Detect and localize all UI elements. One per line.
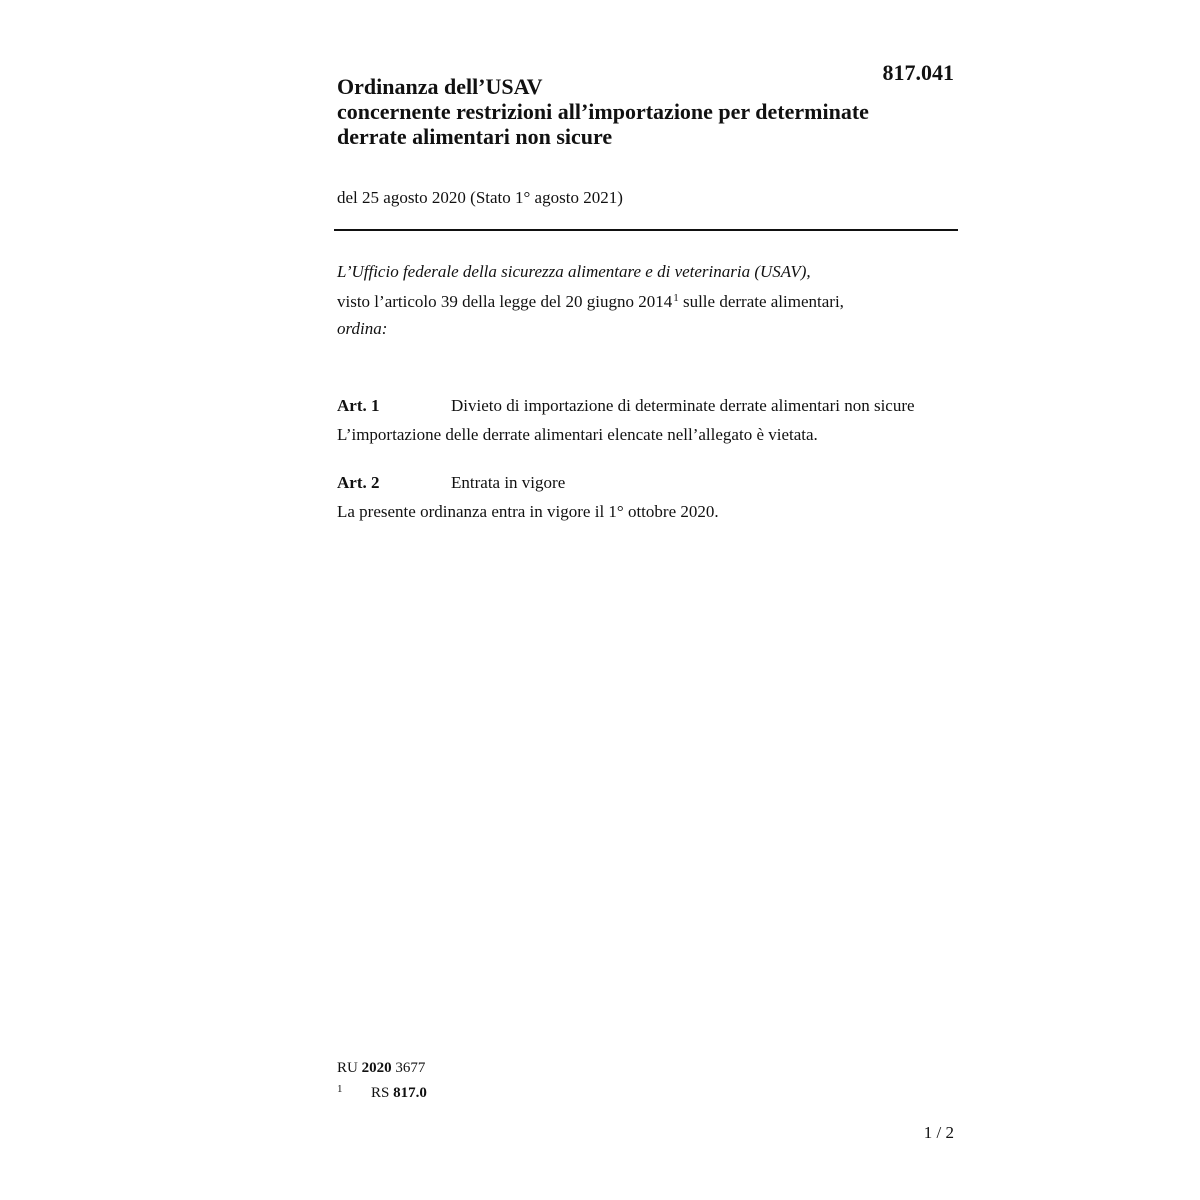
document-title: [337, 74, 957, 149]
sr-number: 817.041: [882, 60, 954, 85]
document-date: del 25 agosto 2020 (Stato 1° agosto 2021): [337, 188, 623, 207]
title-line: derrate alimentari non sicure: [337, 124, 613, 149]
article-body: La presente ordinanza entra in vigore il 1° ottobre 2020.: [337, 502, 719, 521]
ru-year: 2020: [361, 1060, 392, 1076]
article-heading: [337, 395, 977, 417]
preamble-authority: L’Ufficio federale della sicurezza alimentare e di veterinaria (USAV),: [337, 262, 811, 281]
page-number: 1 / 2: [923, 1123, 954, 1142]
preamble: [337, 258, 844, 342]
preamble-ordina: ordina:: [337, 319, 388, 338]
official-compilation-reference: [337, 1058, 427, 1079]
article-heading: [337, 472, 977, 494]
legal-basis-text-end: sulle derrate alimentari,: [678, 292, 844, 311]
article-body: L’importazione delle derrate alimentari elencate nell’allegato è vietata.: [337, 425, 818, 444]
footnote-reference[interactable]: 1: [673, 292, 679, 304]
title-line: Ordinanza dell’USAV: [337, 74, 543, 99]
title-line: concernente restrizioni all’importazione per determinate: [337, 99, 869, 124]
article-title: Entrata in vigore: [451, 473, 566, 492]
article-number: Art. 2: [337, 473, 380, 492]
footnote-prefix: RS: [371, 1085, 390, 1101]
ru-page: 3677: [395, 1060, 426, 1076]
article-number: Art. 1: [337, 396, 380, 415]
article-2: [337, 472, 977, 523]
ru-prefix: RU: [337, 1060, 358, 1076]
footer-notes: [337, 1058, 427, 1104]
header-divider: [334, 229, 958, 231]
preamble-legal-basis: [337, 285, 844, 315]
footnote-link[interactable]: 817.0: [393, 1085, 427, 1101]
article-1: [337, 395, 977, 446]
legal-basis-text: visto l’articolo 39 della legge del 20 giugno 2014: [337, 292, 673, 311]
footnote: [337, 1079, 427, 1104]
footnote-number: 1: [337, 1083, 343, 1095]
article-title: Divieto di importazione di determinate derrate alimentari non sicure: [451, 396, 915, 415]
